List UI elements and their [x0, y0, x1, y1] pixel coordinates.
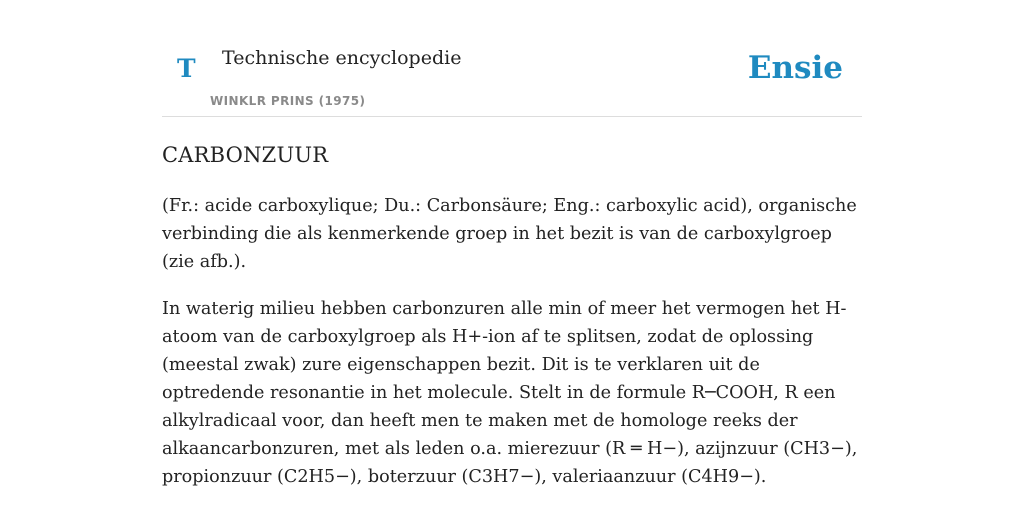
article-paragraph: (Fr.: acide carboxylique; Du.: Carbonsäure; Eng.: carboxylic acid), organische verbinding die als kenmerkende groep in het bezit is van de carboxylgroep (zie afb.). [162, 196, 857, 272]
source-header [162, 0, 862, 117]
page [162, 0, 862, 487]
source-logo[interactable]: T [177, 54, 196, 83]
source-subtitle: WINKLR PRINS (1975) [210, 94, 366, 108]
article-title: CARBONZUUR [162, 143, 329, 167]
source-title-link[interactable]: Technische encyclopedie [222, 47, 462, 69]
article-body [162, 192, 862, 510]
article-paragraph: In waterig milieu hebben carbonzuren alle min of meer het vermogen het H-atoom van de carboxylgroep als H+-ion af te splitsen, zodat de oplossing (meestal zwak) zure eigenschappen bezit. Dit is te verklaren uit de optredende resonantie in het molecule. Stelt in de formule R─COOH, R een alkylradicaal voor, dan heeft men te maken met de homologe reeks der alkaancarbonzuren, met als leden o.a. mierezuur (R ═ H−), azijnzuur (CH3−), propionzuur (C2H5−), boterzuur (C3H7−), valeriaanzuur (C4H9−). [162, 299, 858, 487]
brand-logo[interactable]: Ensie [747, 50, 843, 86]
